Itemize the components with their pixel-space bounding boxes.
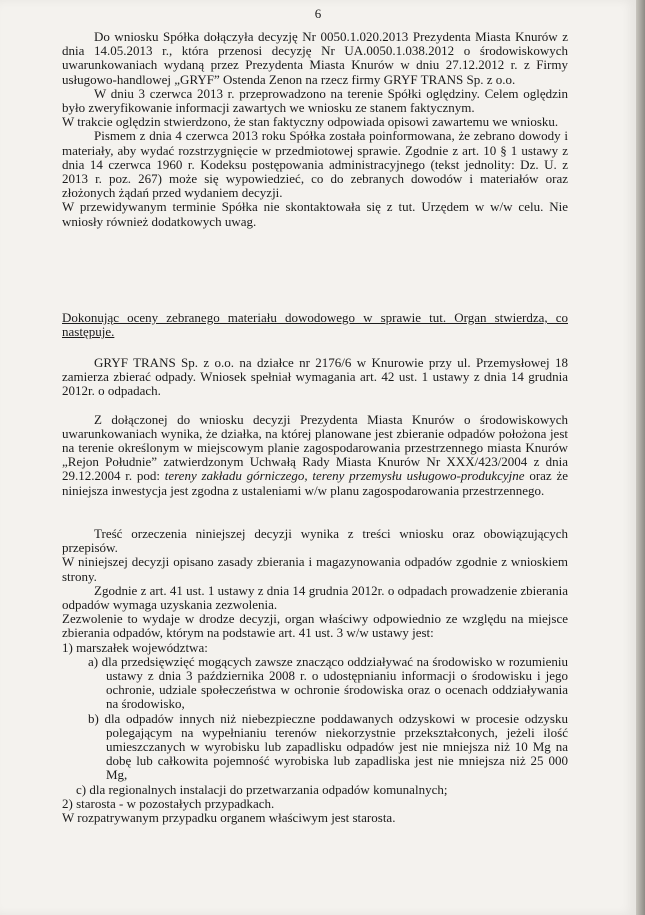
list-item: 2) starosta - w pozostałych przypadkach. [62,795,275,811]
closing-paragraph: W rozpatrywanym przypadku organem właściwym jest starosta. [62,810,396,826]
list-item: a) dla przedsięwzięć mogących zawsze znacząco oddziaływać na środowisko w rozumieniu ustawy z dnia 3 października 2008 r. o udostępnianiu informacji o środowisku i jego ochronie, udziale społeczeństwa w ochronie środowiska oraz o ocenach oddziaływania na środowisko, [88,653,568,712]
page-edge [636,0,645,915]
page-number: 6 [314,6,322,21]
assessment-heading: Dokonując oceny zebranego materiału dowodowego w sprawie tut. Organ stwierdza, co następuje. [62,310,568,340]
authority-list [62,641,568,811]
paragraph: GRYF TRANS Sp. z o.o. na działce nr 2176/6 w Knurowie przy ul. Przemysłowej 18 zamierza zbierać odpady. Wniosek spełniał wymagania art. 42 ust. 1 ustawy z dnia 14 grudnia 2012r. o odpadach. [62,355,568,399]
paragraph: W dniu 3 czerwca 2013 r. przeprowadzono na terenie Spółki oględziny. Celem oględzin było zweryfikowanie informacji zawartych we wniosku ze stanem faktycznym. [62,85,568,116]
paragraph [62,413,568,498]
zoning-designation: tereny zakładu górniczego, tereny przemysłu usługowo-produkcyjne [164,468,525,484]
paragraph: Treść orzeczenia niniejszej decyzji wynika z treści wniosku oraz obowiązujących przepisów. [62,526,568,556]
paragraph: Pismem z dnia 4 czerwca 2013 roku Spółka została poinformowana, że zebrano dowody i materiały, aby wydać rozstrzygnięcie w przedmiotowej sprawie. Zgodnie z art. 10 § 1 ustawy z dnia 14 czerwca 1960 r. Kodeksu postępowania administracyjnego (tekst jednolity: Dz. U. z 2013 r. poz. 267) może się wypowiedzieć, co do zebranych dowodów i materiałów oraz złożonych żądań przed wydaniem decyzji. [62,128,568,201]
paragraph: W niniejszej decyzji opisano zasady zbierania i magazynowania odpadów zgodnie z wnioskiem strony. [62,554,568,584]
list-item: 1) marszałek województwa: [62,639,208,655]
section-legal-basis [62,527,568,825]
paragraph: Do wniosku Spółka dołączyła decyzję Nr 0050.1.020.2013 Prezydenta Miasta Knurów z dnia 14.05.2013 r., która przenosi decyzję Nr UA.0050.1.038.2012 o środowiskowych uwarunkowaniach wydaną przez Prezydenta Miasta Knurów w dniu 27.12.2012 r. z Firmy usługowo-handlowej „GRYF” Ostenda Zenon na rzecz firmy GRYF TRANS Sp. z o.o. [62,29,568,87]
paragraph: Zgodnie z art. 41 ust. 1 ustawy z dnia 14 grudnia 2012r. o odpadach prowadzenie zbierania odpadów wymaga uzyskania zezwolenia. [62,582,568,613]
section-heading [62,311,568,339]
paragraph-text: oraz że niniejsza inwestycja jest zgodna z ustaleniami w/w planu zagospodarowania przestrzennego. [62,468,568,498]
section-assessment [62,356,568,498]
list-item: b) dla odpadów innych niż niebezpieczne poddawanych odzyskowi w procesie odzysku polegającym na wypełnianiu terenów niekorzystnie przekształconych, jeżeli ilość umieszczanych w wyrobisku lub zapadlisku odpadów jest nie mniejsza niż 10 Mg na dobę lub całkowita pojemność wyrobiska lub zapadliska jest nie mniejsza niż 25 000 Mg, [88,710,568,783]
section-evidence [62,30,568,229]
paragraph: W przewidywanym terminie Spółka nie skontaktowała się z tut. Urzędem w w/w celu. Nie wniosły również dodatkowych uwag. [62,199,568,229]
list-item: c) dla regionalnych instalacji do przetwarzania odpadów komunalnych; [76,781,448,797]
paragraph-text: Z dołączonej do wniosku decyzji Prezydenta Miasta Knurów o środowiskowych uwarunkowaniach wynika, że działka, na której planowane jest zbieranie odpadów położona jest na terenie określonym w miejscowym planie zagospodarowania przestrzennego miasta Knurów „Rejon Południe” zatwierdzonym Uchwałą Rady Miasta Knurów Nr XXX/423/2004 z dnia 29.12.2004 r. pod: [62,411,568,484]
paragraph: W trakcie oględzin stwierdzono, że stan faktyczny odpowiada opisowi zawartemu we wniosku. [62,114,559,130]
paragraph: Zezwolenie to wydaje w drodze decyzji, organ właściwy odpowiednio ze względu na miejsce zbierania odpadów, którym na podstawie art. 41 ust. 3 w/w ustawy jest: [62,611,568,641]
